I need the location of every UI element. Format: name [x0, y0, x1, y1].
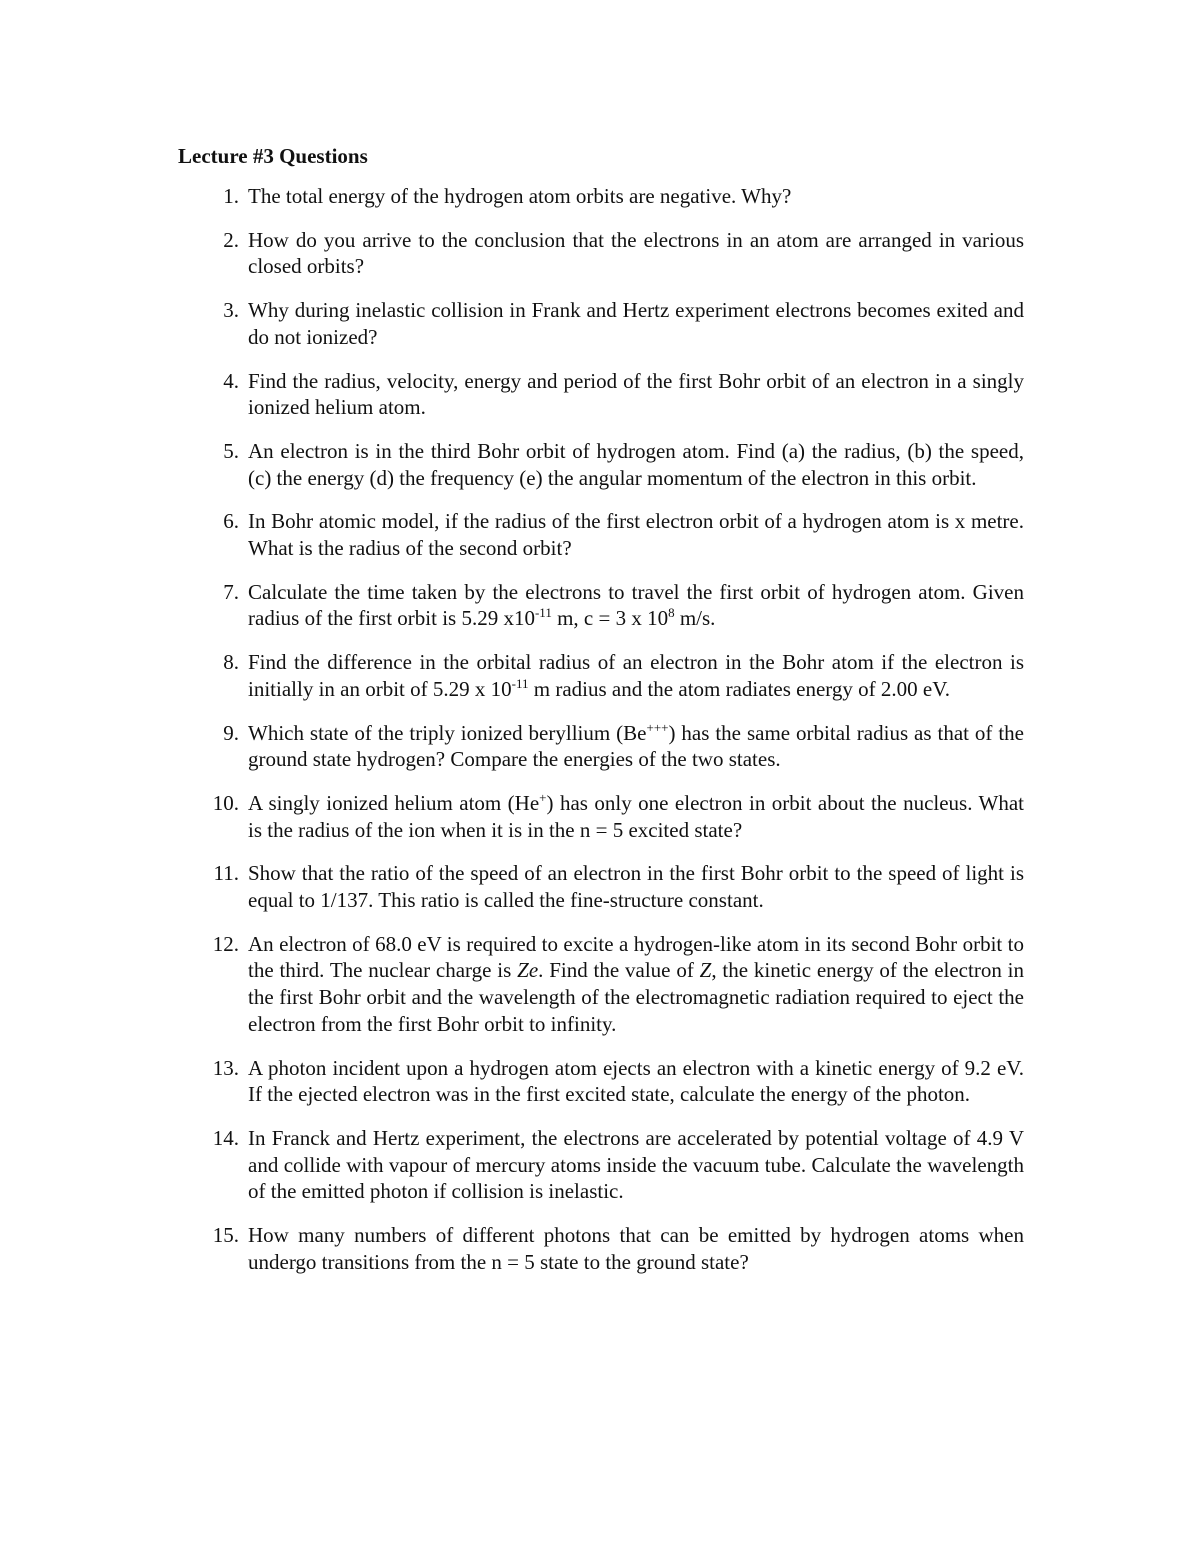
question-text	[248, 579, 1024, 632]
question-text-part: Which state of the triply ionized beryllium (Be	[248, 720, 647, 745]
question-text	[248, 649, 1024, 702]
question-number: 8.	[223, 650, 239, 675]
question-item	[178, 438, 1024, 491]
page-title: Lecture #3 Questions	[178, 144, 368, 168]
question-text: An electron is in the third Bohr orbit of hydrogen atom. Find (a) the radius, (b) the speed, (c) the energy (d) the frequency (e) the angular momentum of the electron in this orbit.	[248, 438, 1024, 490]
question-item	[178, 790, 1024, 843]
question-text: A photon incident upon a hydrogen atom ejects an electron with a kinetic energy of 9.2 eV. If the ejected electron was in the first excited state, calculate the energy of the photon.	[248, 1055, 1024, 1107]
question-number: 7.	[223, 579, 239, 604]
superscript: 8	[668, 605, 675, 621]
question-text-part: m, c = 3 x 10	[551, 606, 669, 631]
italic-symbol: Ze	[517, 958, 539, 983]
question-item	[178, 227, 1024, 280]
question-text: In Bohr atomic model, if the radius of the first electron orbit of a hydrogen atom is x metre. What is the radius of the second orbit?	[248, 509, 1024, 561]
question-number: 10.	[212, 790, 239, 815]
question-number: 14.	[212, 1125, 239, 1150]
question-text	[248, 790, 1024, 843]
question-text-part: . Find the value of	[538, 958, 700, 983]
question-item	[178, 1125, 1024, 1205]
question-number: 4.	[223, 368, 239, 393]
question-text: Find the radius, velocity, energy and period of the first Bohr orbit of an electron in a singly ionized helium atom.	[248, 368, 1024, 420]
italic-symbol: Z	[699, 958, 712, 983]
question-text-part: m radius and the atom radiates energy of 2.00 eV.	[528, 676, 950, 701]
question-text: How do you arrive to the conclusion that the electrons in an atom are arranged in various closed orbits?	[248, 227, 1024, 279]
question-item	[178, 579, 1024, 632]
question-item	[178, 649, 1024, 702]
question-number: 13.	[212, 1055, 239, 1080]
question-text: Show that the ratio of the speed of an electron in the first Bohr orbit to the speed of light is equal to 1/137. This ratio is called the fine-structure constant.	[248, 861, 1024, 913]
question-item	[178, 1222, 1024, 1275]
question-number: 6.	[223, 509, 239, 534]
question-item	[178, 368, 1024, 421]
question-text	[248, 720, 1024, 773]
question-number: 11.	[213, 861, 239, 886]
superscript: -11	[534, 605, 552, 621]
question-item	[178, 720, 1024, 773]
question-number: 9.	[223, 720, 239, 745]
question-text-part: Find the difference in the orbital radius of an electron in the Bohr atom if the electron is initially in an orbit of 5.29 x 10	[248, 650, 1024, 701]
question-number: 1.	[223, 184, 239, 208]
question-text-part: Calculate the time taken by the electrons to travel the first orbit of hydrogen atom. Given radius of the first orbit is 5.29 x10	[248, 579, 1024, 631]
question-number: 2.	[223, 227, 239, 252]
question-text-part: ) has only one electron in orbit about the nucleus. What is the radius of the ion when it is in the n = 5 excited state?	[248, 790, 1025, 842]
question-item	[178, 183, 1024, 210]
question-number: 5.	[223, 438, 239, 463]
question-item	[178, 508, 1024, 561]
question-number: 3.	[223, 298, 239, 323]
question-number: 15.	[212, 1223, 239, 1248]
question-text: The total energy of the hydrogen atom orbits are negative. Why?	[248, 184, 792, 208]
superscript: +	[539, 789, 547, 805]
question-text-part: , the kinetic energy of the electron in the first Bohr orbit and the wavelength of the electromagnetic radiation required to eject the electron from the first Bohr orbit to infinity.	[248, 958, 1024, 1036]
question-text	[248, 931, 1024, 1038]
question-text: In Franck and Hertz experiment, the electrons are accelerated by potential voltage of 4.9 V and collide with vapour of mercury atoms inside the vacuum tube. Calculate the wavelength of the emitted photon if collision is inelastic.	[248, 1125, 1024, 1204]
question-number: 12.	[212, 931, 239, 956]
superscript: +++	[646, 719, 669, 735]
question-item	[178, 931, 1024, 1038]
question-text: Why during inelastic collision in Frank and Hertz experiment electrons becomes exited and do not ionized?	[248, 298, 1024, 349]
question-text-part: An electron of 68.0 eV is required to excite a hydrogen-like atom in its second Bohr orbit to the third. The nuclear charge is	[248, 931, 1024, 983]
question-text: How many numbers of different photons that can be emitted by hydrogen atoms when undergo transitions from the n = 5 state to the ground state?	[248, 1223, 1024, 1274]
question-item	[178, 297, 1024, 350]
superscript: -11	[511, 675, 529, 691]
question-text-part: ) has the same orbital radius as that of the ground state hydrogen? Compare the energies of the two states.	[248, 720, 1025, 772]
question-list	[178, 183, 1024, 1293]
question-item	[178, 1055, 1024, 1108]
question-text-part: m/s.	[674, 606, 716, 631]
question-text-part: A singly ionized helium atom (He	[248, 790, 540, 815]
question-item	[178, 860, 1024, 913]
